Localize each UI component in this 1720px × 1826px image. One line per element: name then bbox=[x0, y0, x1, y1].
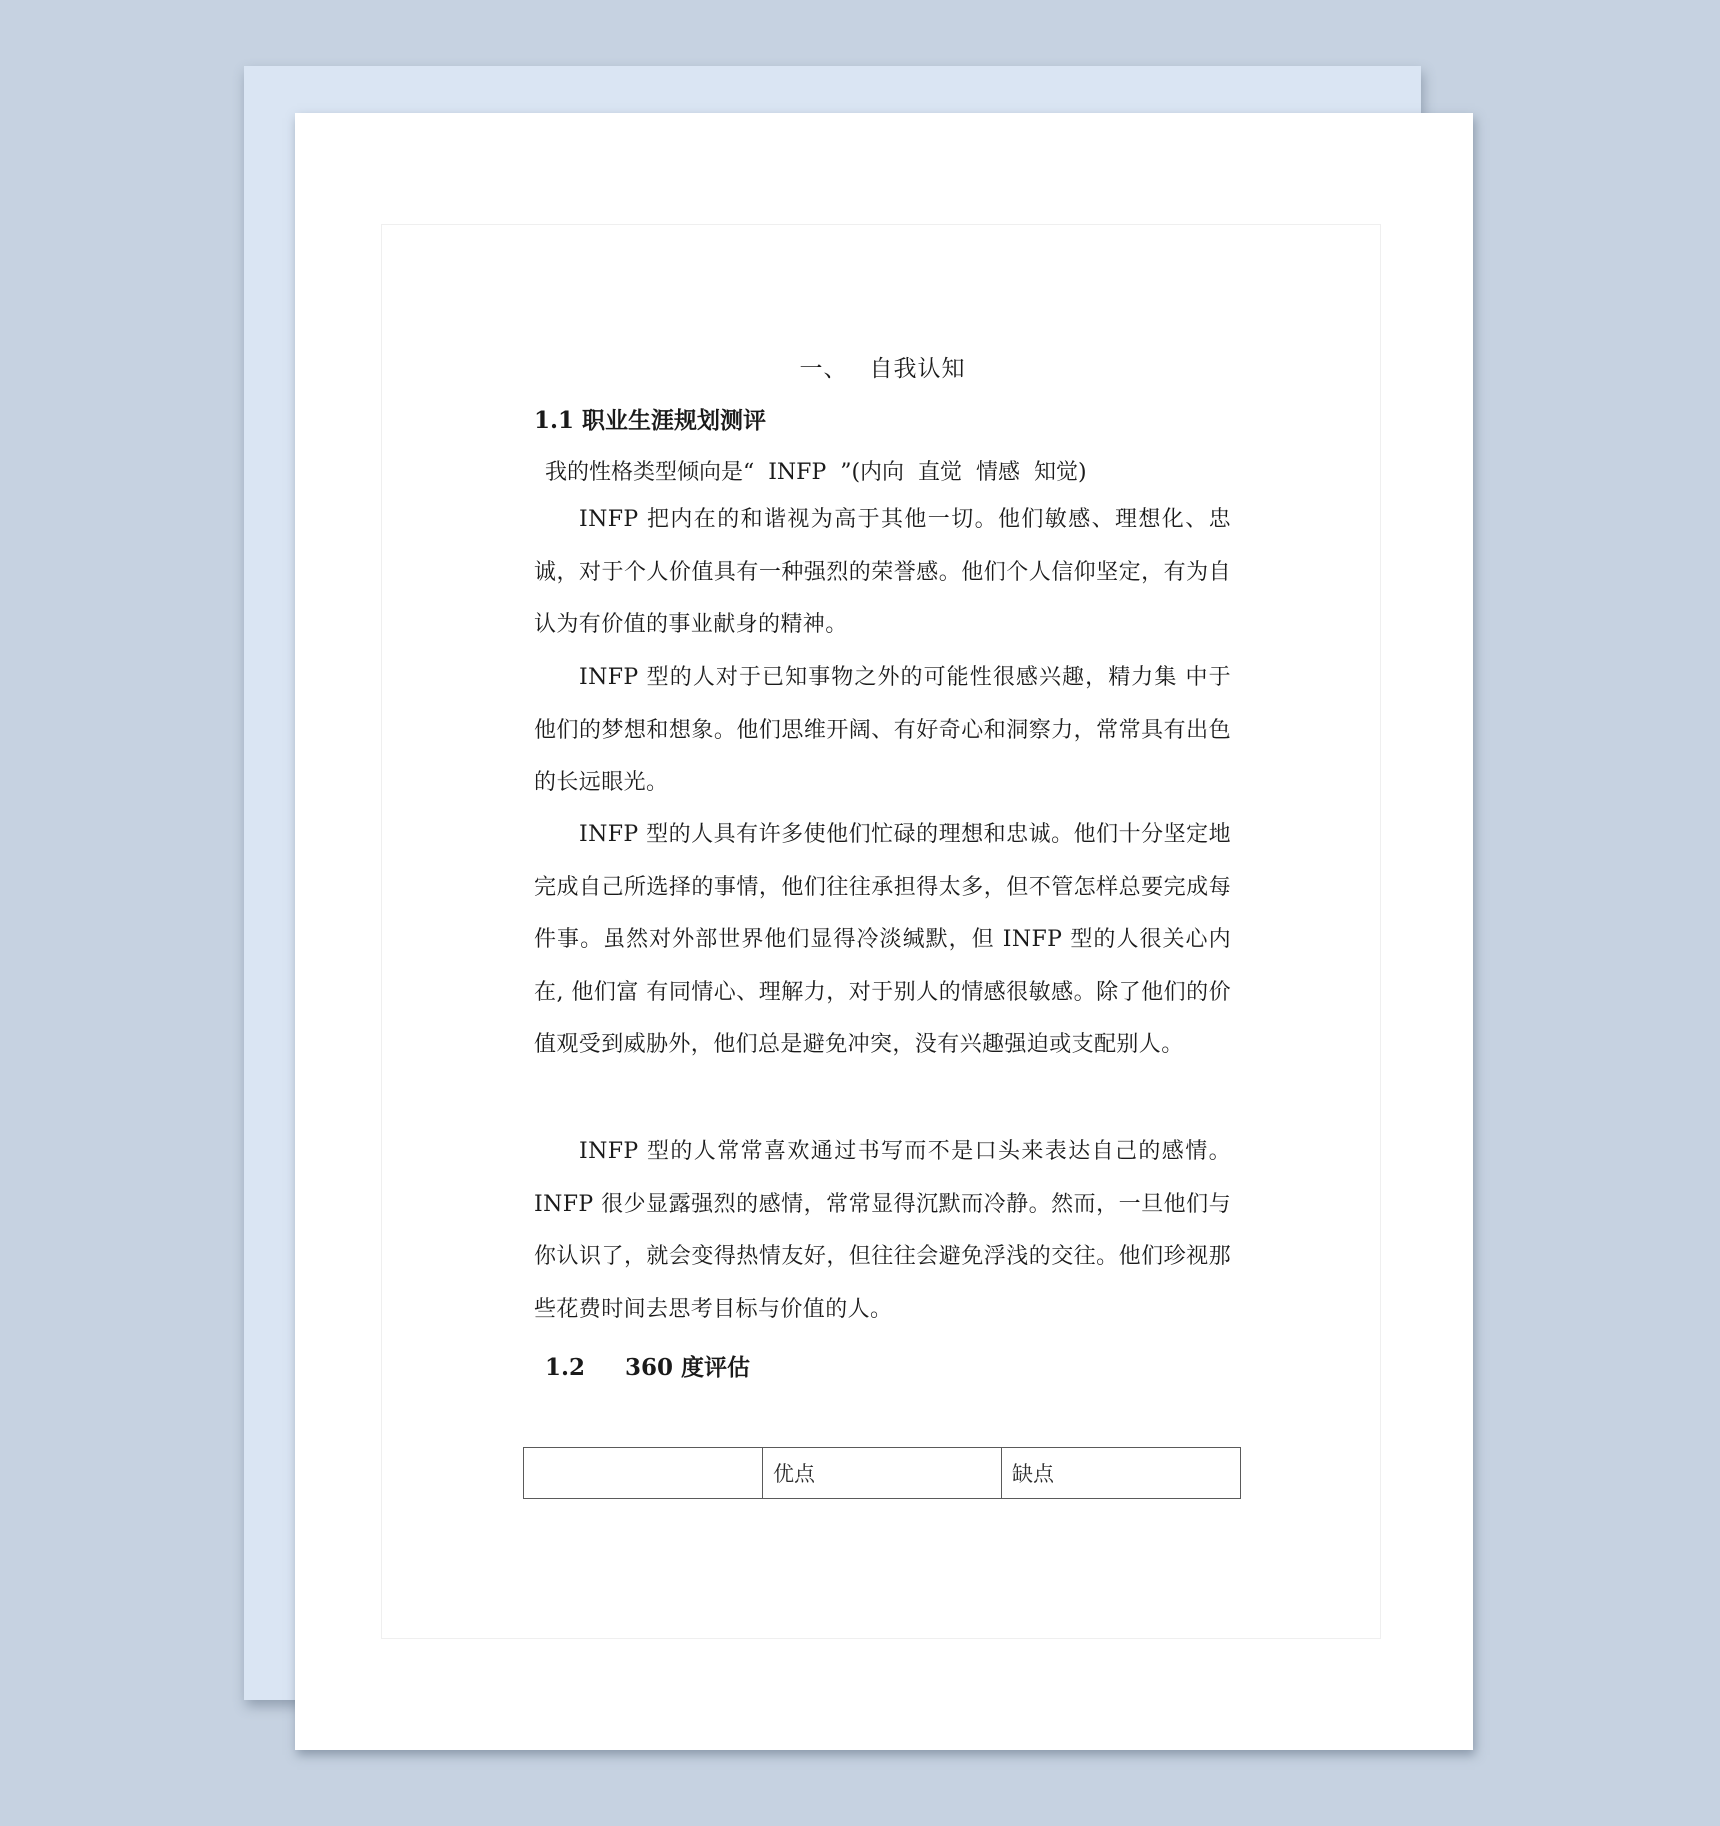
chapter-number: 一、 bbox=[799, 356, 848, 382]
chapter-title bbox=[534, 354, 1231, 384]
section-heading-1-2 bbox=[545, 1353, 750, 1383]
front-page-sheet bbox=[295, 113, 1473, 1750]
paragraph: INFP 型的人对于已知事物之外的可能性很感兴趣，精力集 中于他们的梦想和想象。他们思维开阔、有好奇心和洞察力，常常具有出色的长远眼光。 bbox=[534, 665, 1231, 795]
evaluation-table bbox=[523, 1447, 1241, 1499]
table-cell-weaknesses: 缺点 bbox=[1002, 1448, 1241, 1499]
paragraph: INFP 型的人具有许多使他们忙碌的理想和忠诚。他们十分坚定地完成自己所选择的事情，他们往往承担得太多，但不管怎样总要完成每件事。虽然对外部世界他们显得冷淡缄默，但 INFP 型的人很关心内在, 他们富 有同情心、理解力，对于别人的情感很敏感。除了他们的价值观受到威胁外，他们总是避免冲突，没有兴趣强迫或支配别人。 bbox=[534, 822, 1231, 1057]
paragraph: INFP 把内在的和谐视为高于其他一切。他们敏感、理想化、忠诚，对于个人价值具有一种强烈的荣誉感。他们个人信仰坚定，有为自认为有价值的事业献身的精神。 bbox=[534, 507, 1231, 637]
personality-type-line: 我的性格类型倾向是“ INFP ”(内向 直觉 情感 知觉) bbox=[545, 460, 1087, 485]
chapter-title-text: 自我认知 bbox=[869, 356, 966, 382]
section-heading-1-1: 1.1 职业生涯规划测评 bbox=[534, 407, 767, 434]
section-title: 360 度评估 bbox=[625, 1354, 751, 1381]
table-header-row bbox=[524, 1448, 1241, 1499]
section-number: 1.2 bbox=[545, 1354, 586, 1381]
table-cell-blank bbox=[524, 1448, 763, 1499]
paragraph: INFP 型的人常常喜欢通过书写而不是口头来表达自己的感情。INFP 很少显露强烈的感情，常常显得沉默而冷静。然而，一旦他们与你认识了，就会变得热情友好，但往往会避免浮浅的交往。他们珍视那些花费时间去思考目标与价值的人。 bbox=[534, 1139, 1231, 1322]
table-cell-strengths: 优点 bbox=[763, 1448, 1002, 1499]
